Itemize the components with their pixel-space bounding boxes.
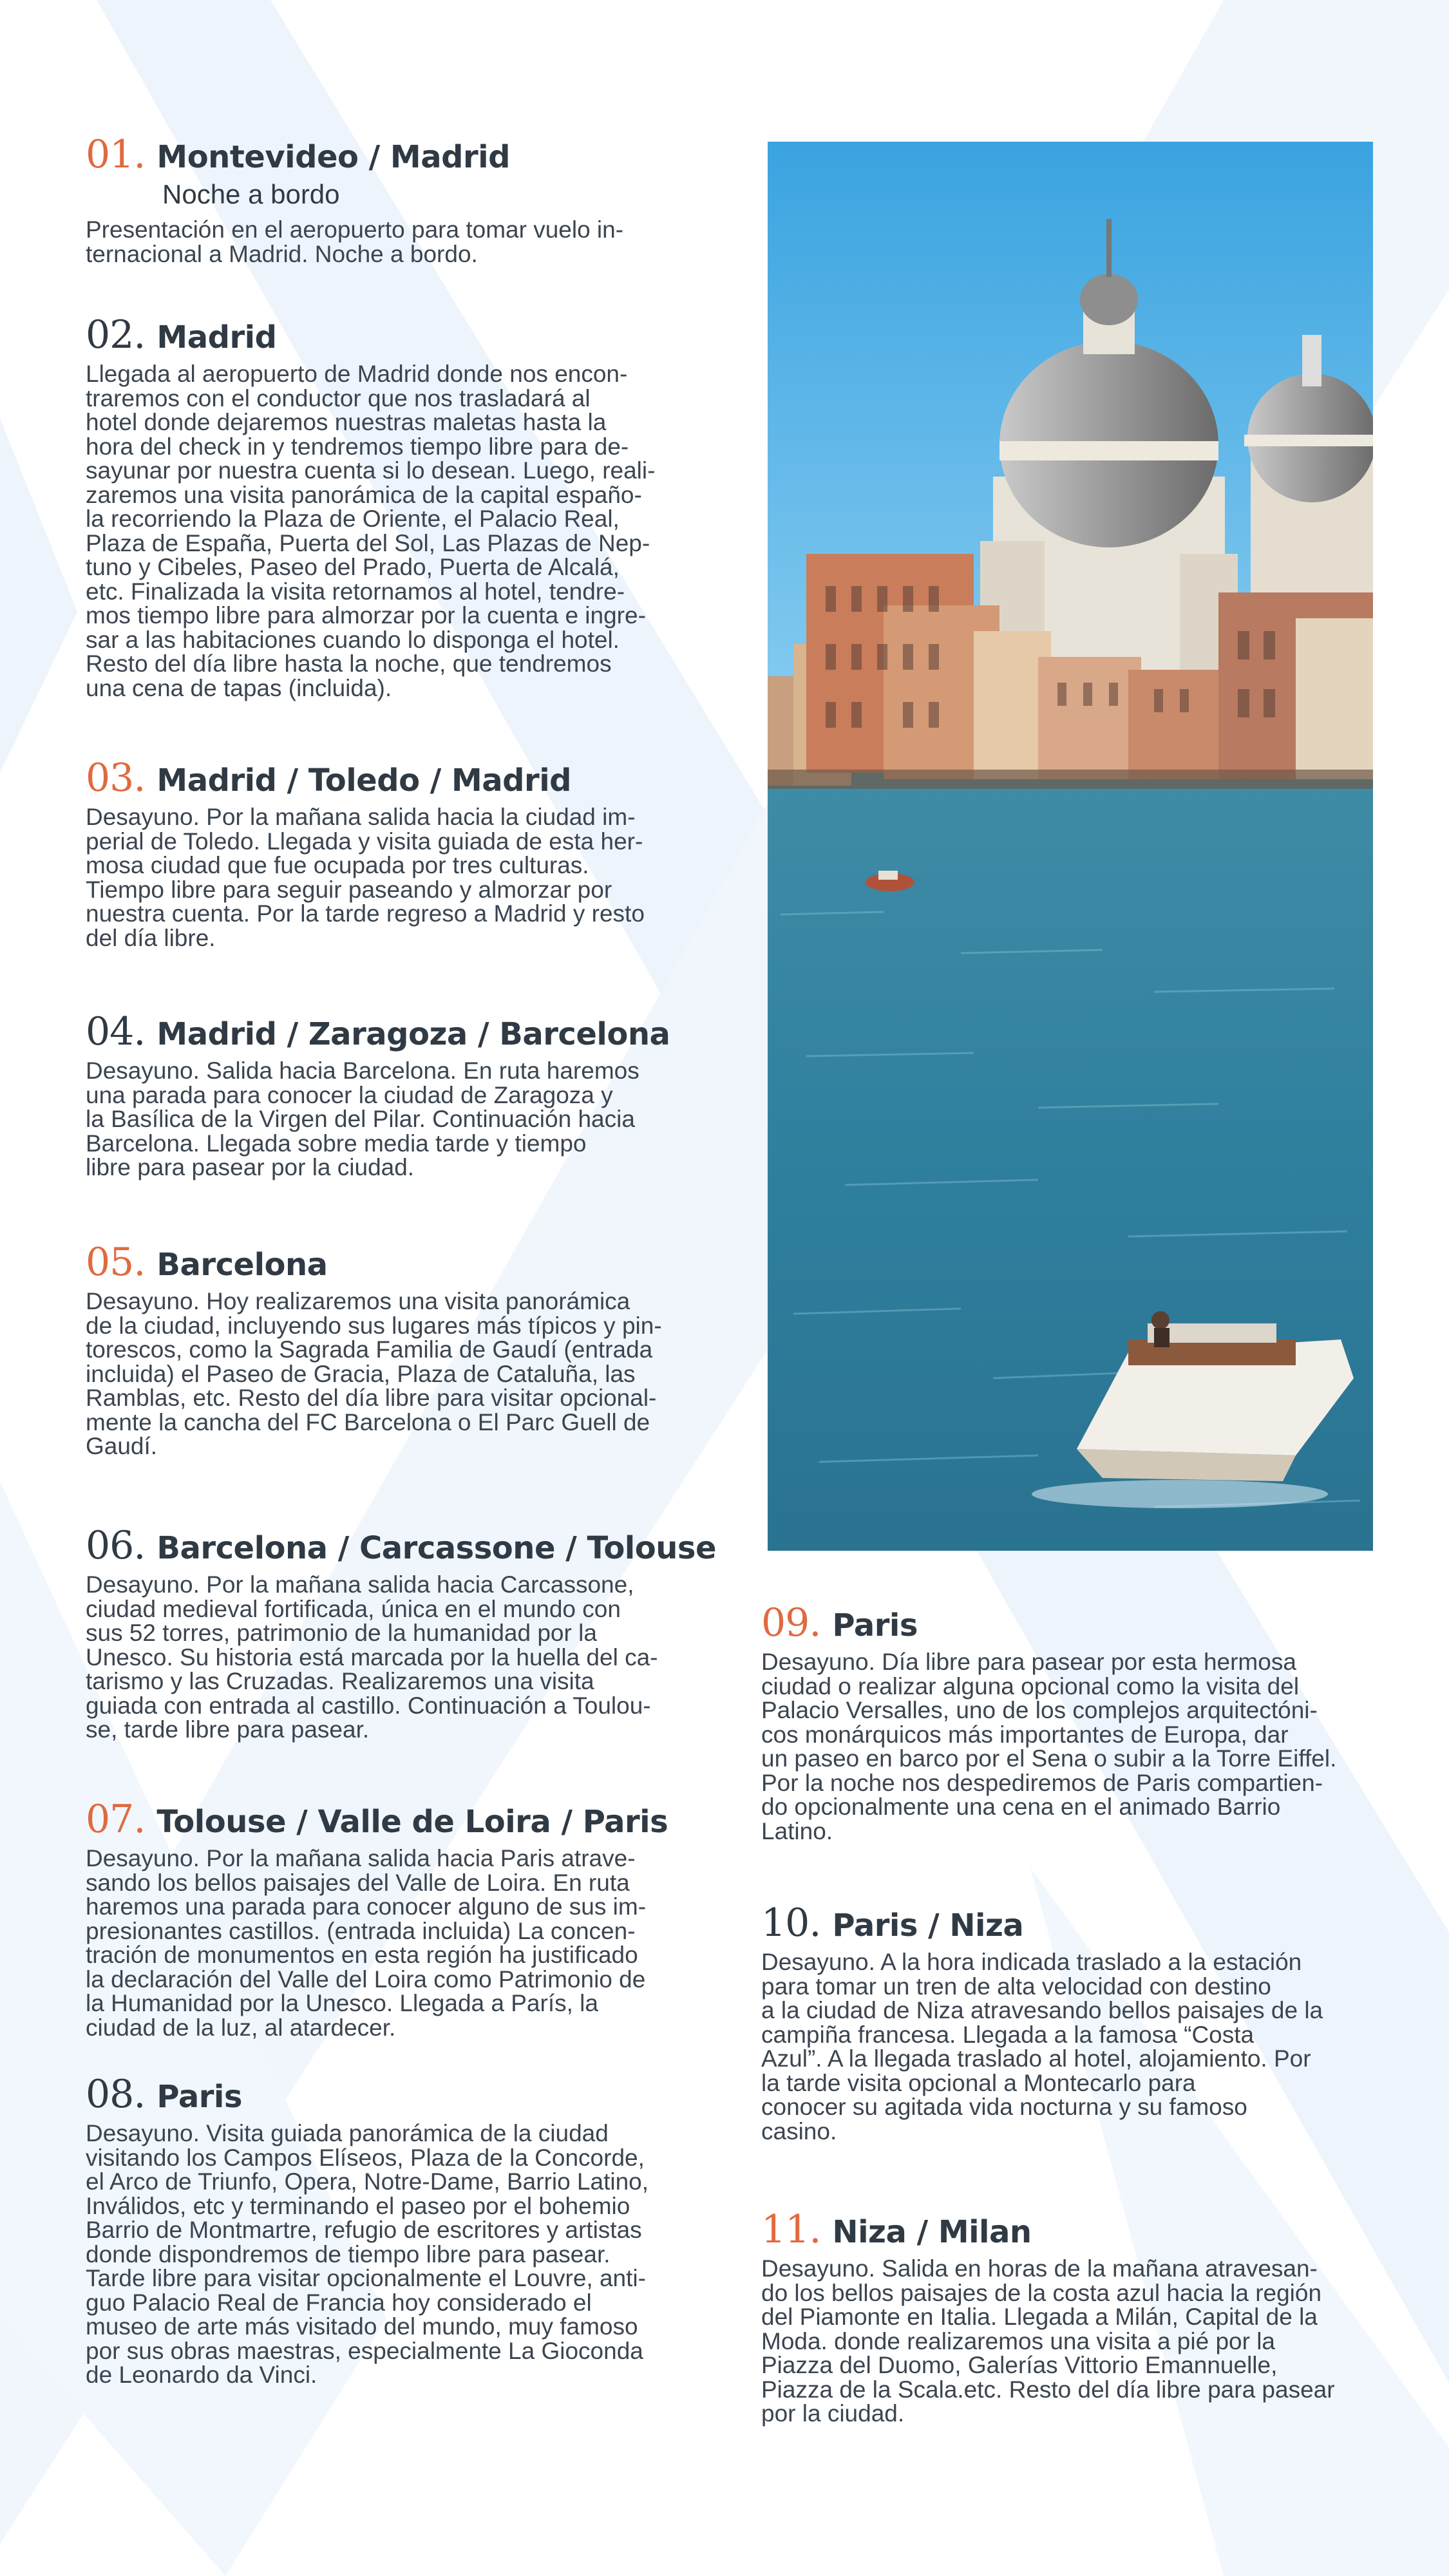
- day-06: [86, 1523, 717, 1743]
- day-title: Paris: [832, 1607, 918, 1643]
- day-description: Desayuno. Salida en horas de la mañana atravesan- do los bellos paisajes de la costa azul hacia la región del Piamonte en Italia. Llegada a Milán, Capital de la Moda. donde realizaremos una visita a pié por la Piazza del Duomo, Galerías Vittorio Emannuelle, Piazza de la Scala.etc. Resto del día libre para pasear por la ciudad.: [761, 2255, 1335, 2427]
- day-11: [761, 2207, 1373, 2427]
- day-10-heading: [761, 1900, 1373, 1946]
- day-06-heading: [86, 1523, 717, 1568]
- day-04: [86, 1009, 697, 1180]
- day-05-heading: [86, 1240, 697, 1285]
- day-description: Desayuno. Salida hacia Barcelona. En ruta haremos una parada para conocer la ciudad de Zaragoza y la Basílica de la Virgen del Pilar. Continuación hacia Barcelona. Llegada sobre media tarde y tiempo libre para pasear por la ciudad.: [86, 1057, 639, 1180]
- day-description: Presentación en el aeropuerto para tomar vuelo in- ternacional a Madrid. Noche a bordo.: [86, 216, 624, 267]
- day-01-heading: [86, 132, 697, 177]
- day-description: Llegada al aeropuerto de Madrid donde nos encon- traremos con el conductor que nos trasladará al hotel donde dejaremos nuestras maletas hasta la hora del check in y tendremos tiempo libre para de- sayunar por nuestra cuenta si lo desean. Luego, reali- zaremos una visita panorámica de la capital españo- la recorriendo la Plaza de Oriente, el Palacio Real, Plaza de España, Puerta del Sol, Las Plazas de Nep- tuno y Cibeles, Paseo del Prado, Puerta de Alcalá, etc. Finalizada la visita retornamos al hotel, tendre- mos tiempo libre para almorzar por la cuenta e ingre- sar a las habitaciones cuando lo disponga el hotel. Resto del día libre hasta la noche, que tendremos una cena de tapas (incluida).: [86, 361, 656, 701]
- day-description: Desayuno. Por la mañana salida hacia Paris atrave- sando los bellos paisajes del Valle de Loira. En ruta haremos una parada para conocer alguno de sus im- presionantes castillos. (entrada incluida) La concen- tración de monumentos en esta región ha justificado la declaración del Valle del Loira como Patrimonio de la Humanidad por la Unesco. Llegada a París, la ciudad de la luz, al atardecer.: [86, 1845, 647, 2041]
- day-03: [86, 755, 697, 951]
- day-08: [86, 2072, 697, 2388]
- day-title: Paris / Niza: [832, 1908, 1024, 1944]
- day-number: 07.: [86, 1797, 146, 1842]
- day-03-heading: [86, 755, 697, 800]
- day-number: 05.: [86, 1240, 146, 1285]
- day-number: 11.: [761, 2207, 821, 2252]
- day-title: Tolouse / Valle de Loira / Paris: [156, 1804, 668, 1840]
- day-description: Desayuno. Por la mañana salida hacia Carcassone, ciudad medieval fortificada, única en el mundo con sus 52 torres, patrimonio de la humanidad por la Unesco. Su historia está marcada por la huella del ca- tarismo y las Cruzadas. Realizaremos una visita guiada con entrada al castillo. Continuación a Toulou- se, tarde libre para pasear.: [86, 1571, 658, 1743]
- day-description: Desayuno. Visita guiada panorámica de la ciudad visitando los Campos Elíseos, Plaza de la Concorde, el Arco de Triunfo, Opera, Notre-Dame, Barrio Latino, Inválidos, etc y terminando el paseo por el bohemio Barrio de Montmartre, refugio de escritores y artistas donde dispondremos de tiempo libre para pasear. Tarde libre para visitar opcionalmente el Louvre, anti- guo Palacio Real de Francia hoy considerado el museo de arte más visitado del mundo, muy famoso por sus obras maestras, especialmente La Gioconda de Leonardo da Vinci.: [86, 2120, 649, 2388]
- day-number: 03.: [86, 755, 146, 800]
- day-07-heading: [86, 1797, 697, 1842]
- day-description: Desayuno. Por la mañana salida hacia la ciudad im- perial de Toledo. Llegada y visita guiada de esta her- mosa ciudad que fue ocupada por tres culturas. Tiempo libre para seguir paseando y almorzar por nuestra cuenta. Por la tarde regreso a Madrid y resto del día libre.: [86, 804, 645, 951]
- day-title: Madrid / Toledo / Madrid: [156, 762, 572, 799]
- day-02: [86, 312, 697, 701]
- day-08-heading: [86, 2072, 697, 2117]
- venice-grand-canal-photo: [768, 142, 1373, 1551]
- day-10: [761, 1900, 1373, 2145]
- day-title: Madrid / Zaragoza / Barcelona: [156, 1016, 670, 1052]
- day-title: Montevideo / Madrid: [156, 139, 510, 175]
- day-number: 02.: [86, 312, 146, 357]
- day-07: [86, 1797, 697, 2041]
- day-01: [86, 132, 697, 267]
- day-04-heading: [86, 1009, 697, 1054]
- day-description: Desayuno. Hoy realizaremos una visita panorámica de la ciudad, incluyendo sus lugares más típicos y pin- torescos, como la Sagrada Familia de Gaudí (entrada incluida) el Paseo de Gracia, Plaza de Cataluña, las Ramblas, etc. Resto del día libre para visitar opcional- mente la cancha del FC Barcelona o El Parc Guell de Gaudí.: [86, 1288, 662, 1459]
- day-number: 01.: [86, 132, 146, 177]
- day-title: Paris: [156, 2079, 242, 2115]
- day-subtitle: Noche a bordo: [162, 179, 340, 209]
- day-number: 06.: [86, 1523, 146, 1568]
- day-02-heading: [86, 312, 697, 357]
- day-11-heading: [761, 2207, 1373, 2252]
- day-title: Barcelona / Carcassone / Tolouse: [156, 1530, 717, 1566]
- day-description: Desayuno. A la hora indicada traslado a la estación para tomar un tren de alta velocidad con destino a la ciudad de Niza atravesando bellos paisajes de la campiña francesa. Llegada a la famosa “Costa Azul”. A la llegada traslado al hotel, alojamiento. Por la tarde visita opcional a Montecarlo para conocer su agitada vida nocturna y su famoso casino.: [761, 1949, 1323, 2145]
- day-number: 04.: [86, 1009, 146, 1054]
- day-05: [86, 1240, 697, 1459]
- day-09-heading: [761, 1600, 1373, 1645]
- day-title: Madrid: [156, 319, 277, 355]
- day-number: 09.: [761, 1600, 821, 1645]
- day-description: Desayuno. Día libre para pasear por esta hermosa ciudad o realizar alguna opcional como la visita del Palacio Versalles, uno de los complejos arquitectóni- cos monárquicos más importantes de Europa, dar un paseo en barco por el Sena o subir a la Torre Eiffel. Por la noche nos despediremos de Paris compartien- do opcionalmente una cena en el animado Barrio Latino.: [761, 1649, 1337, 1844]
- day-title: Niza / Milan: [832, 2214, 1032, 2250]
- day-number: 10.: [761, 1900, 821, 1946]
- day-09: [761, 1600, 1373, 1844]
- day-number: 08.: [86, 2072, 146, 2117]
- day-title: Barcelona: [156, 1247, 328, 1283]
